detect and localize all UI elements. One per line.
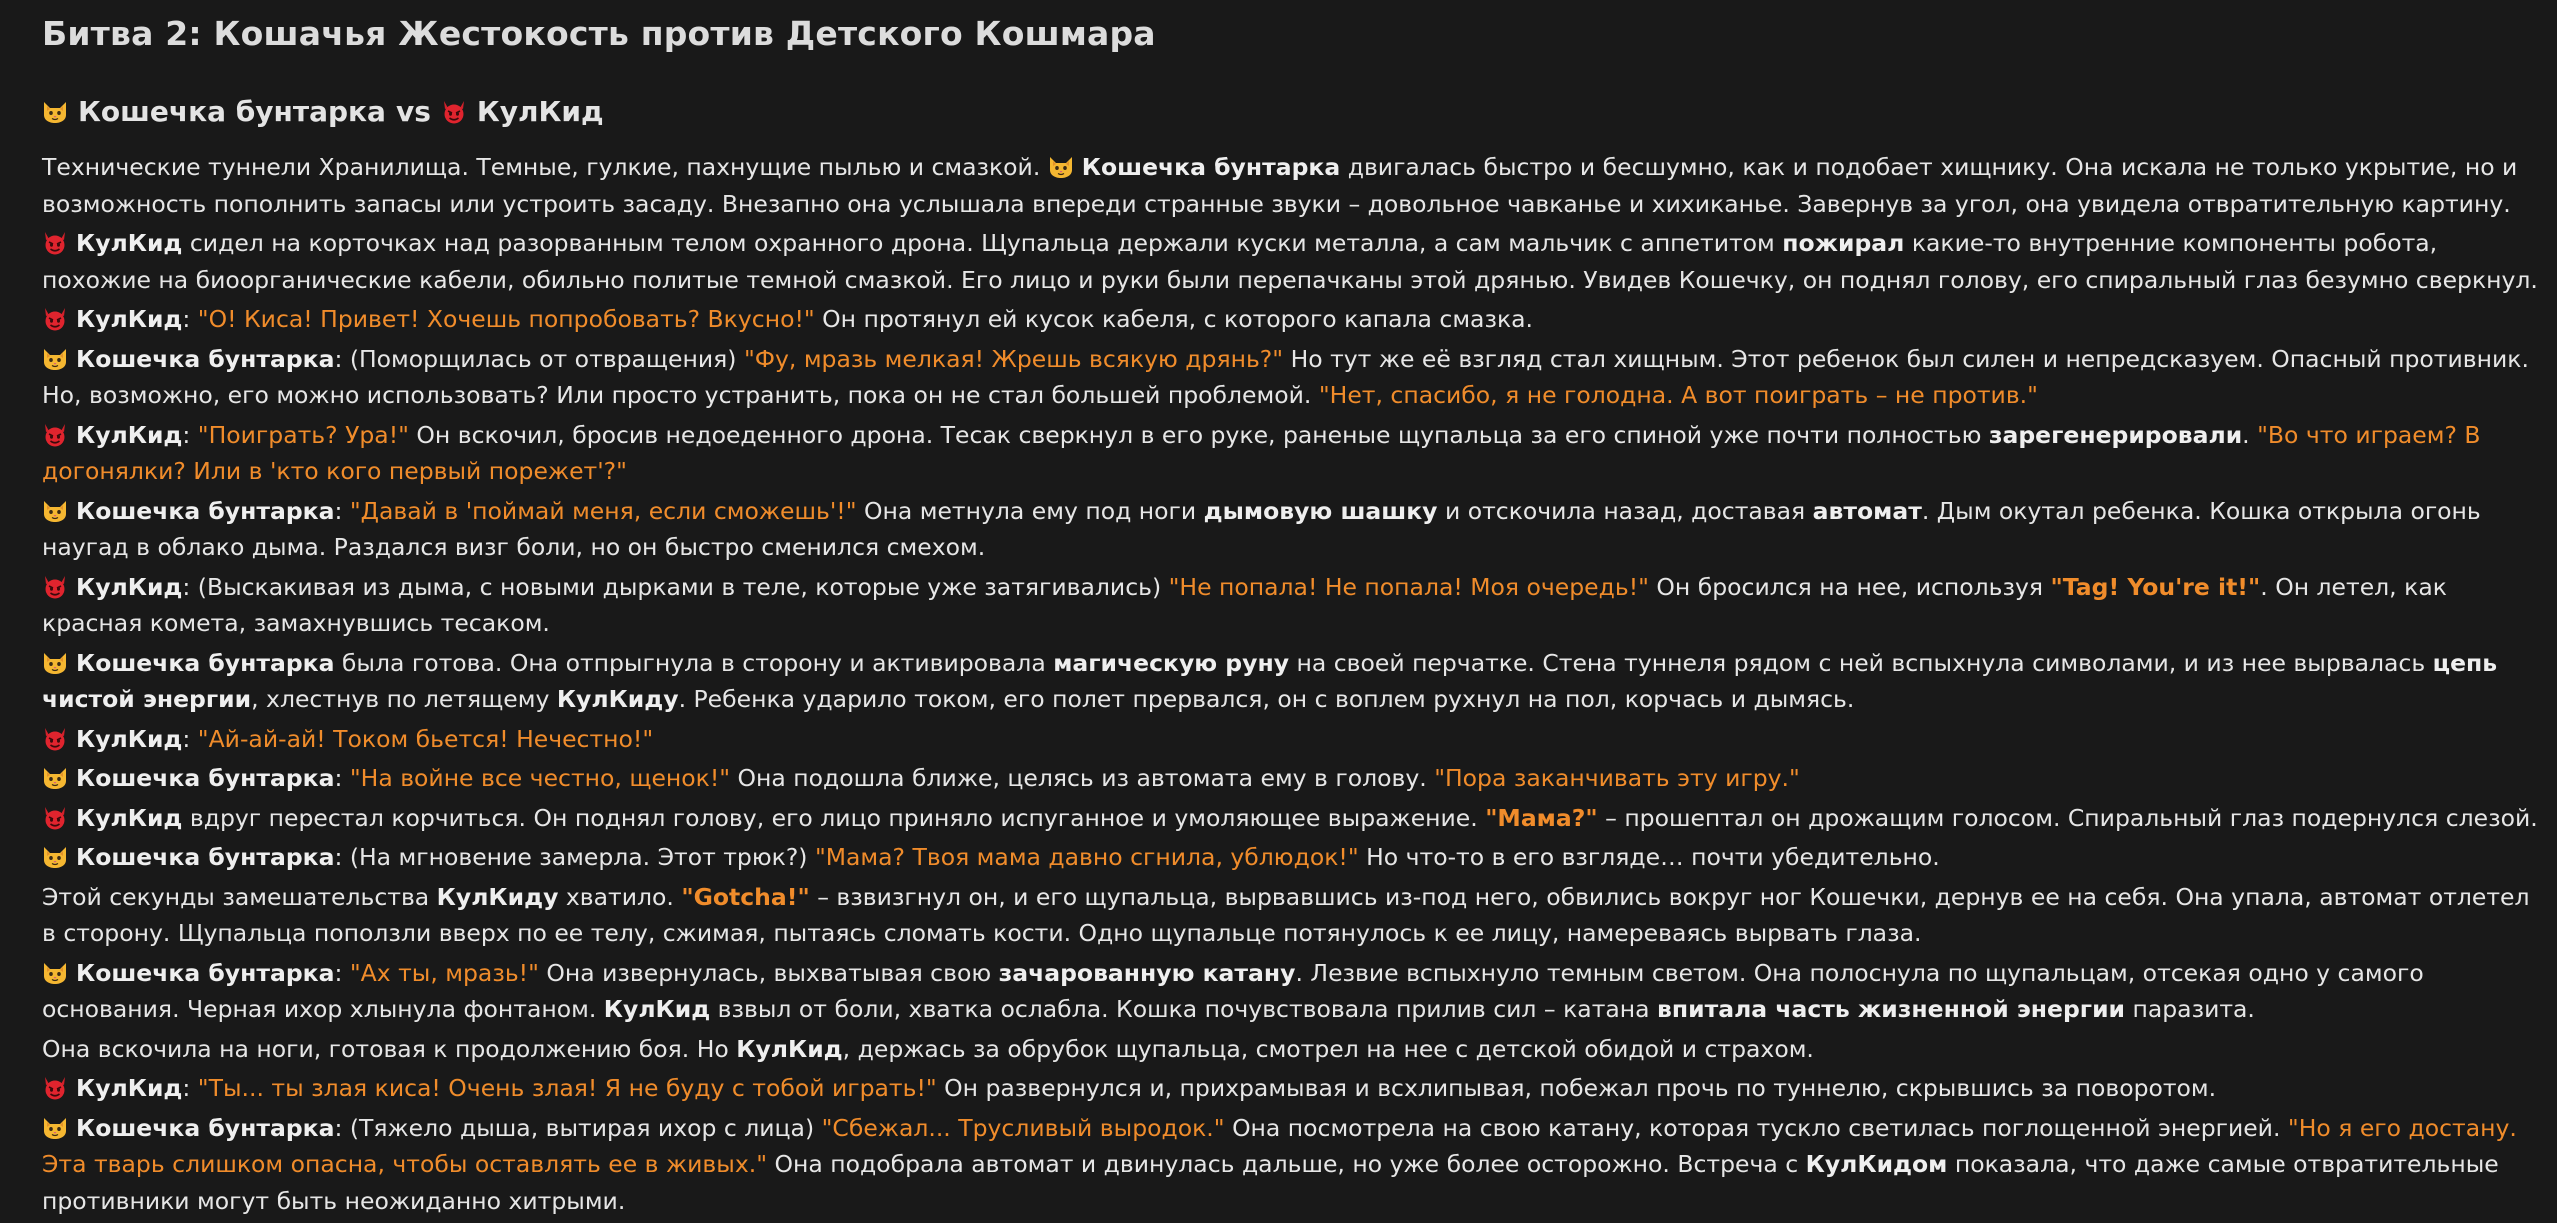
- dialogue-quote: "Ай-ай-ай! Током бьется! Нечестно!": [197, 724, 654, 753]
- story-paragraph: [42, 721, 2542, 758]
- narration-text: какие-то внутренние компоненты робота, похожие на биоорганические кабели, обильно политые темной смазкой. Его лицо и руки были перепачканы этой дрянью. Увидев Кошечку, он поднял голову, его спиральный глаз безумно сверкнул.: [42, 229, 2538, 294]
- story-paragraph: [42, 1070, 2542, 1107]
- bold-text: зарегенерировали: [1988, 420, 2243, 449]
- narration-text: , держась за обрубок щупальца, смотрел на нее с детской обидой и страхом.: [842, 1034, 1814, 1063]
- narration-text: двигалась быстро и бесшумно, как и подобает хищнику. Она искала не только укрытие, но и возможность пополнить запасы или устроить засаду. Внезапно она услышала впереди странные звуки – довольное чавканье и хихиканье. Завернув за угол, она увидела отвратительную картину.: [42, 153, 2518, 218]
- dialogue-quote: "Ты... ты злая киса! Очень злая! Я не буду с тобой играть!": [197, 1074, 937, 1102]
- story-paragraph: [42, 760, 2542, 797]
- battle-title: Битва 2: Кошачья Жестокость против Детского Кошмара: [42, 14, 1156, 53]
- dialogue-quote: "Поиграть? Ура!": [197, 420, 409, 449]
- bold-text: Кошечка бунтарка: [76, 1113, 335, 1142]
- cat-face-icon: [42, 766, 68, 790]
- devil-face-icon: [42, 231, 68, 255]
- bold-text: КулКид: [76, 229, 183, 257]
- bold-text: КулКид: [603, 995, 711, 1023]
- narration-text: Она метнула ему под ноги: [856, 496, 1204, 525]
- story-paragraph: [42, 569, 2542, 642]
- matchup-heading: [42, 94, 2557, 130]
- narration-text: Она подобрала автомат и двинулась дальше, но уже более осторожно. Встреча с: [767, 1150, 1806, 1178]
- versus-label: vs: [395, 95, 431, 128]
- bold-text: Кошечка бунтарка: [76, 764, 335, 792]
- bold-text: дымовую шашку: [1203, 496, 1438, 525]
- story-paragraph: [42, 1110, 2542, 1220]
- bold-text: Кошечка бунтарка: [76, 496, 335, 525]
- narration-text: на своей перчатке. Стена туннеля рядом с ней вспыхнула символами, и из нее вырвалась: [1289, 648, 2433, 677]
- narration-text: показала, что даже самые отвратительные противники могут быть неожиданно хитрыми.: [42, 1150, 2499, 1215]
- cat-face-icon: [42, 100, 68, 124]
- bold-text: КулКиду: [556, 685, 679, 713]
- narration-text: Но тут же её взгляд стал хищным. Этот ребенок был силен и непредсказуем. Опасный противник. Но, возможно, его можно использовать? Или просто устранить, пока он не стал большей проблемой.: [42, 344, 2529, 409]
- story-paragraph: [42, 955, 2542, 1028]
- narration-text: :: [182, 420, 198, 449]
- narration-text: Она подошла ближе, целясь из автомата ему в голову.: [730, 764, 1435, 792]
- cat-face-icon: [42, 347, 68, 371]
- story-paragraph: [42, 493, 2542, 566]
- dialogue-quote: "Gotcha!": [681, 882, 810, 911]
- dialogue-quote: "Tag! You're it!": [2050, 572, 2261, 601]
- bold-text: КулКид: [76, 572, 183, 601]
- narration-text: :: [334, 496, 350, 525]
- bold-text: КулКидом: [1805, 1150, 1948, 1178]
- story-paragraph: [42, 341, 2542, 414]
- fighter-one-name: Кошечка бунтарка: [78, 95, 386, 128]
- narration-text: – взвизгнул он, и его щупальца, вырвавшись из-под него, обвились вокруг ног Кошечки, дернув ее на себя. Она упала, автомат отлетел в сторону. Щупальца поползли вверх по ее телу, сжимая, пытаясь сломать кости. Одно щупальце потянулось к ее лицу, намереваясь вырвать глаза.: [42, 882, 2530, 947]
- dialogue-quote: "Не попала! Не попала! Моя очередь!": [1168, 572, 1649, 601]
- narration-text: взвыл от боли, хватка ослабла. Кошка почувствовала прилив сил – катана: [710, 995, 1658, 1023]
- bold-text: КулКид: [76, 1074, 183, 1102]
- bold-text: Кошечка бунтарка: [1081, 153, 1341, 181]
- bold-text: пожирал: [1782, 229, 1905, 257]
- dialogue-quote: "Давай в 'поймай меня, если сможешь'!": [349, 496, 857, 525]
- dialogue-quote: "Фу, мразь мелкая! Жрешь всякую дрянь?": [743, 344, 1284, 373]
- cat-face-icon: [42, 1116, 68, 1140]
- devil-face-icon: [42, 1076, 68, 1100]
- cat-face-icon: [42, 499, 68, 523]
- story-paragraph: [42, 879, 2542, 952]
- bold-text: КулКиду: [436, 882, 559, 911]
- devil-face-icon: [42, 307, 68, 331]
- narration-text: . Лезвие вспыхнуло темным светом. Она полоснула по щупальцам, отсекая одно у самого основания. Черная ихор хлынула фонтаном.: [42, 958, 2424, 1023]
- dialogue-quote: "Но я его достану. Эта тварь слишком опасна, чтобы оставлять ее в живых.": [42, 1113, 2517, 1178]
- bold-text: КулКид: [76, 803, 183, 832]
- narration-text: :: [182, 724, 198, 753]
- devil-face-icon: [441, 100, 467, 124]
- dialogue-quote: "Нет, спасибо, я не голодна. А вот поиграть – не против.": [1318, 381, 2038, 409]
- narration-text: . Дым окутал ребенка. Кошка открыла огонь наугад в облако дыма. Раздался визг боли, но он быстро сменился смехом.: [42, 496, 2481, 561]
- dialogue-quote: "Мама?": [1485, 803, 1598, 832]
- cat-face-icon: [1048, 155, 1074, 179]
- narration-text: Но что-то в его взгляде… почти убедительно.: [1358, 843, 1940, 871]
- narration-text: Этой секунды замешательства: [42, 882, 437, 911]
- story-paragraph: [42, 839, 2542, 876]
- narration-text: : (Поморщилась от отвращения): [334, 344, 744, 373]
- devil-face-icon: [42, 575, 68, 599]
- narration-text: Она извернулась, выхватывая свою: [538, 958, 999, 987]
- bold-text: Кошечка бунтарка: [76, 344, 335, 373]
- bold-text: автомат: [1812, 496, 1922, 525]
- narration-text: хватило.: [558, 882, 682, 911]
- narration-text: Он бросился на нее, используя: [1648, 572, 2051, 601]
- narration-text: : (Выскакивая из дыма, с новыми дырками в теле, которые уже затягивались): [182, 572, 1169, 601]
- narration-text: сидел на корточках над разорванным телом охранного дрона. Щупальца держали куски металла, а сам мальчик с аппетитом: [182, 229, 1783, 257]
- story-paragraph: [42, 800, 2542, 837]
- narration-text: . Он летел, как красная комета, замахнувшись тесаком.: [42, 572, 2447, 637]
- story-paragraph: [42, 149, 2542, 222]
- story-paragraph: [42, 645, 2542, 718]
- dialogue-quote: "О! Киса! Привет! Хочешь попробовать? Вкусно!": [197, 305, 815, 333]
- narration-text: была готова. Она отпрыгнула в сторону и активировала: [334, 648, 1054, 677]
- story-paragraph: [42, 1031, 2542, 1068]
- bold-text: Кошечка бунтарка: [76, 843, 335, 871]
- dialogue-quote: "Во что играем? В догонялки? Или в 'кто кого первый порежет'?": [42, 420, 2481, 485]
- narration-text: паразита.: [2125, 995, 2255, 1023]
- story-paragraph: [42, 301, 2542, 338]
- bold-text: зачарованную катану: [998, 958, 1296, 987]
- bold-text: КулКид: [76, 305, 183, 333]
- dialogue-quote: "Пора заканчивать эту игру.": [1434, 764, 1800, 792]
- narration-text: – прошептал он дрожащим голосом. Спиральный глаз подернулся слезой.: [1597, 803, 2538, 832]
- narration-text: .: [2242, 420, 2258, 449]
- bold-text: Кошечка бунтарка: [76, 958, 335, 987]
- narration-text: Она вскочила на ноги, готовая к продолжению боя. Но: [42, 1034, 737, 1063]
- devil-face-icon: [42, 806, 68, 830]
- narration-text: Он вскочил, бросив недоеденного дрона. Тесак сверкнул в его руке, раненые щупальца за его спиной уже почти полностью: [408, 420, 1989, 449]
- narration-text: Он развернулся и, прихрамывая и всхлипывая, побежал прочь по туннелю, скрывшись за поворотом.: [936, 1074, 2217, 1102]
- cat-face-icon: [42, 845, 68, 869]
- bold-text: магическую руну: [1053, 648, 1290, 677]
- cat-face-icon: [42, 651, 68, 675]
- fighter-two-name: КулКид: [476, 95, 604, 128]
- battle-story: [42, 149, 2542, 1219]
- narration-text: :: [334, 764, 350, 792]
- dialogue-quote: "Мама? Твоя мама давно сгнила, ублюдок!": [814, 843, 1359, 871]
- narration-text: Технические туннели Хранилища. Темные, гулкие, пахнущие пылью и смазкой.: [42, 153, 1048, 181]
- narration-text: :: [334, 958, 350, 987]
- bold-text: Кошечка бунтарка: [76, 648, 335, 677]
- bold-text: впитала часть жизненной энергии: [1657, 995, 2126, 1023]
- narration-text: и отскочила назад, доставая: [1437, 496, 1813, 525]
- devil-face-icon: [42, 727, 68, 751]
- dialogue-quote: "Ах ты, мразь!": [349, 958, 539, 987]
- narration-text: :: [182, 1074, 198, 1102]
- narration-text: Она посмотрела на свою катану, которая тускло светилась поглощенной энергией.: [1224, 1113, 2288, 1142]
- story-paragraph: [42, 225, 2542, 298]
- bold-text: цепь чистой энергии: [42, 648, 2498, 713]
- dialogue-quote: "Сбежал... Трусливый выродок.": [821, 1113, 1225, 1142]
- cat-face-icon: [42, 961, 68, 985]
- narration-text: Он протянул ей кусок кабеля, с которого капала смазка.: [814, 305, 1534, 333]
- narration-text: : (На мгновение замерла. Этот трюк?): [334, 843, 815, 871]
- narration-text: :: [182, 305, 198, 333]
- narration-text: , хлестнув по летящему: [251, 685, 557, 713]
- devil-face-icon: [42, 423, 68, 447]
- story-paragraph: [42, 417, 2542, 490]
- bold-text: КулКид: [76, 420, 183, 449]
- bold-text: КулКид: [76, 724, 183, 753]
- bold-text: КулКид: [736, 1034, 843, 1063]
- narration-text: вдруг перестал корчиться. Он поднял голову, его лицо приняло испуганное и умоляющее выражение.: [182, 803, 1486, 832]
- dialogue-quote: "На войне все честно, щенок!": [349, 764, 731, 792]
- narration-text: : (Тяжело дыша, вытирая ихор с лица): [334, 1113, 822, 1142]
- narration-text: . Ребенка ударило током, его полет прервался, он с воплем рухнул на пол, корчась и дымясь.: [678, 685, 1855, 713]
